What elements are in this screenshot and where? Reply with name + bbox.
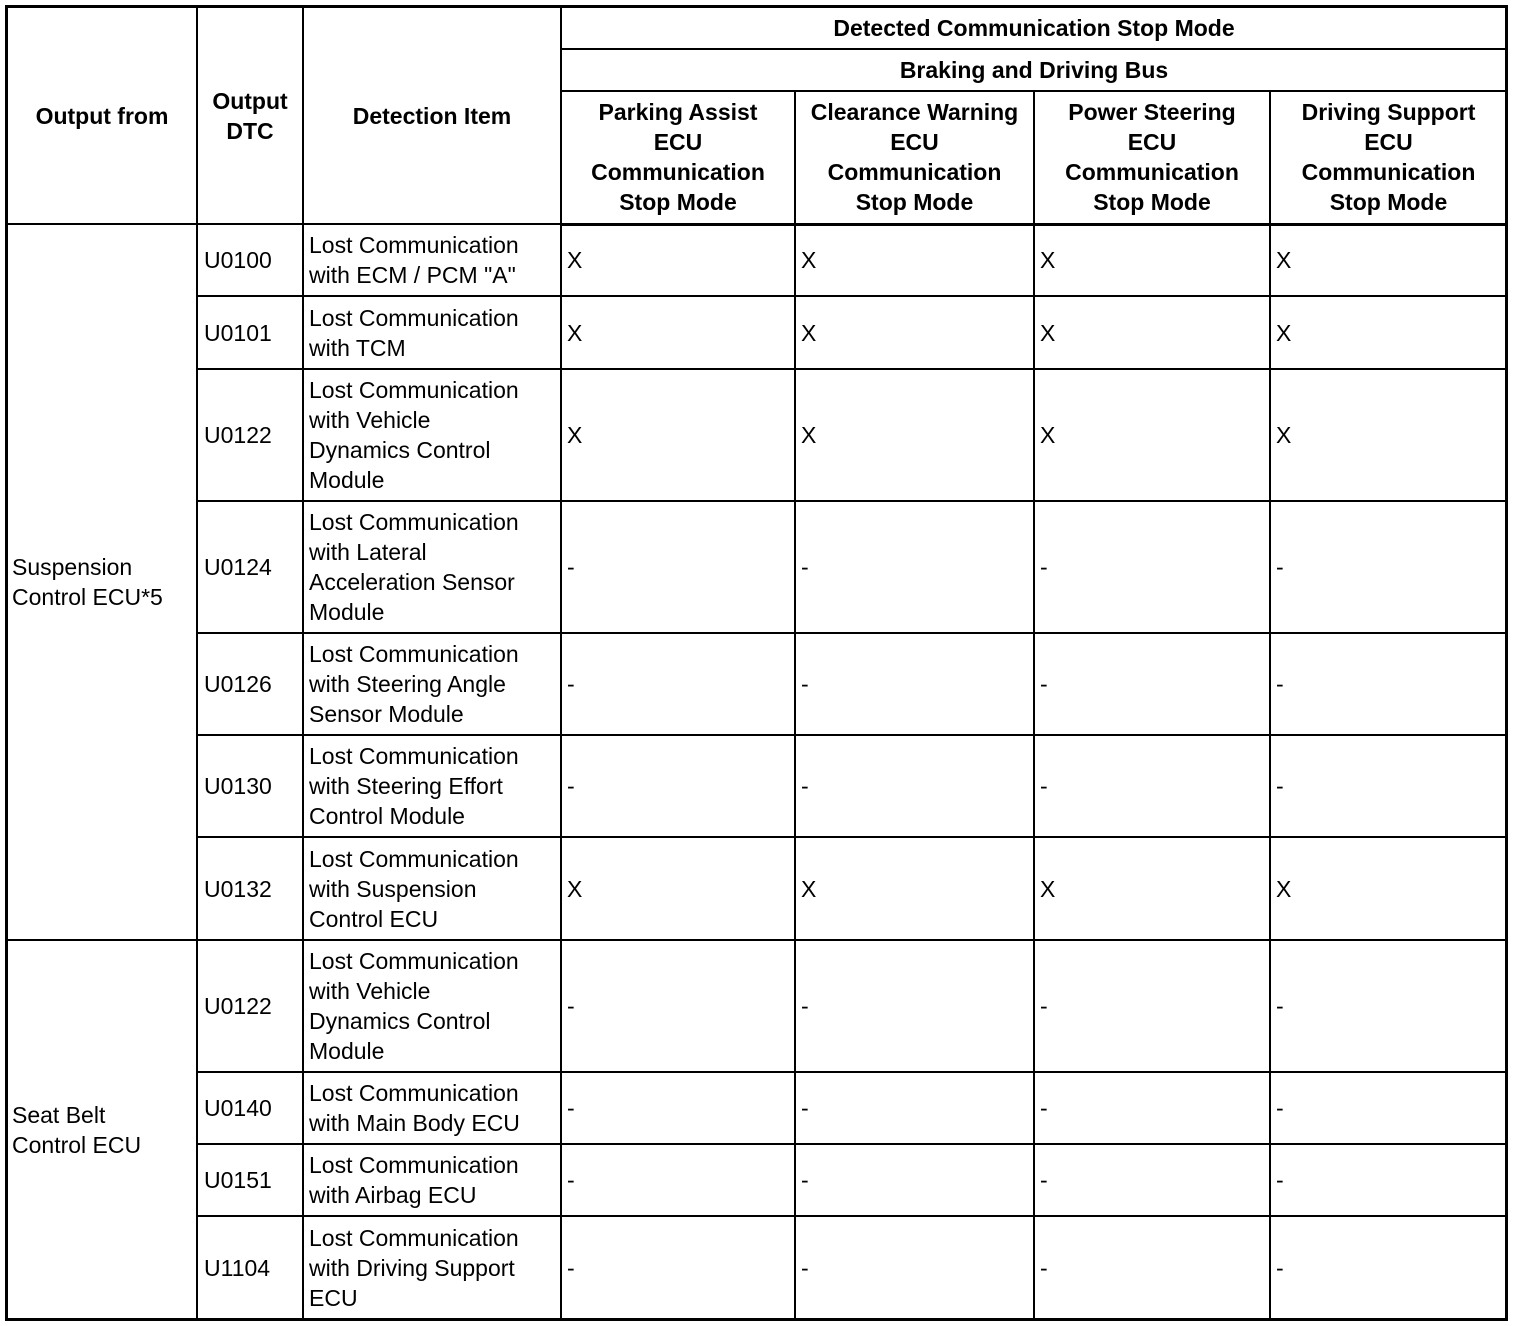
mark-cell: -	[1034, 940, 1270, 1072]
mark-cell: -	[561, 1072, 795, 1144]
table-row	[7, 1144, 1507, 1216]
detection-item-cell: Lost Communication with Airbag ECU	[303, 1144, 561, 1216]
table-row	[7, 633, 1507, 735]
detection-item-cell: Lost Communication with Vehicle Dynamics Control Module	[303, 940, 561, 1072]
dtc-cell: U0122	[197, 940, 303, 1072]
mark-cell: -	[1270, 1072, 1507, 1144]
mark-cell: X	[795, 224, 1034, 296]
mark-cell: X	[1270, 296, 1507, 369]
mark-cell: -	[795, 501, 1034, 633]
mark-cell: X	[1034, 296, 1270, 369]
mark-cell: -	[1270, 501, 1507, 633]
mark-cell: X	[561, 224, 795, 296]
mark-cell: -	[1034, 735, 1270, 837]
table-row	[7, 837, 1507, 940]
mark-cell: -	[1270, 735, 1507, 837]
header-mode-parking-assist: Parking Assist ECU Communication Stop Mode	[561, 91, 795, 224]
mark-cell: X	[795, 296, 1034, 369]
mark-cell: -	[1034, 633, 1270, 735]
detection-item-cell: Lost Communication with Driving Support ECU	[303, 1216, 561, 1319]
output-from-cell: Suspension Control ECU*5	[7, 224, 197, 940]
mark-cell: -	[1270, 633, 1507, 735]
output-from-cell: Seat Belt Control ECU	[7, 940, 197, 1319]
table-row	[7, 1072, 1507, 1144]
detection-item-cell: Lost Communication with TCM	[303, 296, 561, 369]
dtc-cell: U0151	[197, 1144, 303, 1216]
header-mode-driving-support: Driving Support ECU Communication Stop Mode	[1270, 91, 1507, 224]
mark-cell: -	[561, 735, 795, 837]
header-mode-power-steering: Power Steering ECU Communication Stop Mode	[1034, 91, 1270, 224]
mark-cell: X	[795, 369, 1034, 501]
table-row	[7, 501, 1507, 633]
detection-item-cell: Lost Communication with Vehicle Dynamics Control Module	[303, 369, 561, 501]
mark-cell: X	[561, 369, 795, 501]
dtc-cell: U0101	[197, 296, 303, 369]
header-detected-stop-mode: Detected Communication Stop Mode	[561, 7, 1507, 49]
detection-item-cell: Lost Communication with Steering Angle Sensor Module	[303, 633, 561, 735]
mark-cell: -	[561, 1216, 795, 1319]
mark-cell: -	[1270, 1144, 1507, 1216]
mark-cell: -	[1034, 501, 1270, 633]
dtc-cell: U0100	[197, 224, 303, 296]
header-mode-clearance-warning: Clearance Warning ECU Communication Stop Mode	[795, 91, 1034, 224]
mark-cell: X	[795, 837, 1034, 940]
mark-cell: -	[795, 940, 1034, 1072]
mark-cell: -	[795, 735, 1034, 837]
dtc-cell: U0130	[197, 735, 303, 837]
dtc-cell: U0122	[197, 369, 303, 501]
mark-cell: -	[1034, 1216, 1270, 1319]
detection-item-cell: Lost Communication with Lateral Acceleration Sensor Module	[303, 501, 561, 633]
mark-cell: -	[1270, 1216, 1507, 1319]
detection-item-cell: Lost Communication with ECM / PCM "A"	[303, 224, 561, 296]
dtc-cell: U0132	[197, 837, 303, 940]
mark-cell: X	[1270, 224, 1507, 296]
mark-cell: X	[561, 837, 795, 940]
detection-item-cell: Lost Communication with Main Body ECU	[303, 1072, 561, 1144]
mark-cell: -	[561, 1144, 795, 1216]
mark-cell: -	[561, 501, 795, 633]
mark-cell: X	[561, 296, 795, 369]
dtc-cell: U0140	[197, 1072, 303, 1144]
mark-cell: X	[1034, 224, 1270, 296]
dtc-cell: U1104	[197, 1216, 303, 1319]
table-row	[7, 1216, 1507, 1319]
mark-cell: -	[1034, 1144, 1270, 1216]
mark-cell: X	[1034, 837, 1270, 940]
mark-cell: -	[561, 633, 795, 735]
detection-item-cell: Lost Communication with Steering Effort Control Module	[303, 735, 561, 837]
header-output-dtc: Output DTC	[197, 7, 303, 224]
header-output-from: Output from	[7, 7, 197, 224]
mark-cell: -	[1034, 1072, 1270, 1144]
mark-cell: -	[1270, 940, 1507, 1072]
mark-cell: -	[561, 940, 795, 1072]
mark-cell: -	[795, 1072, 1034, 1144]
mark-cell: -	[795, 1144, 1034, 1216]
table-row	[7, 369, 1507, 501]
mark-cell: X	[1034, 369, 1270, 501]
dtc-cell: U0126	[197, 633, 303, 735]
dtc-cell: U0124	[197, 501, 303, 633]
dtc-table	[6, 6, 1508, 1320]
mark-cell: X	[1270, 837, 1507, 940]
table-row	[7, 735, 1507, 837]
mark-cell: -	[795, 633, 1034, 735]
table-row	[7, 224, 1507, 296]
header-braking-driving-bus: Braking and Driving Bus	[561, 49, 1507, 91]
table-row	[7, 940, 1507, 1072]
header-detection-item: Detection Item	[303, 7, 561, 224]
table-row	[7, 296, 1507, 369]
detection-item-cell: Lost Communication with Suspension Control ECU	[303, 837, 561, 940]
mark-cell: X	[1270, 369, 1507, 501]
mark-cell: -	[795, 1216, 1034, 1319]
